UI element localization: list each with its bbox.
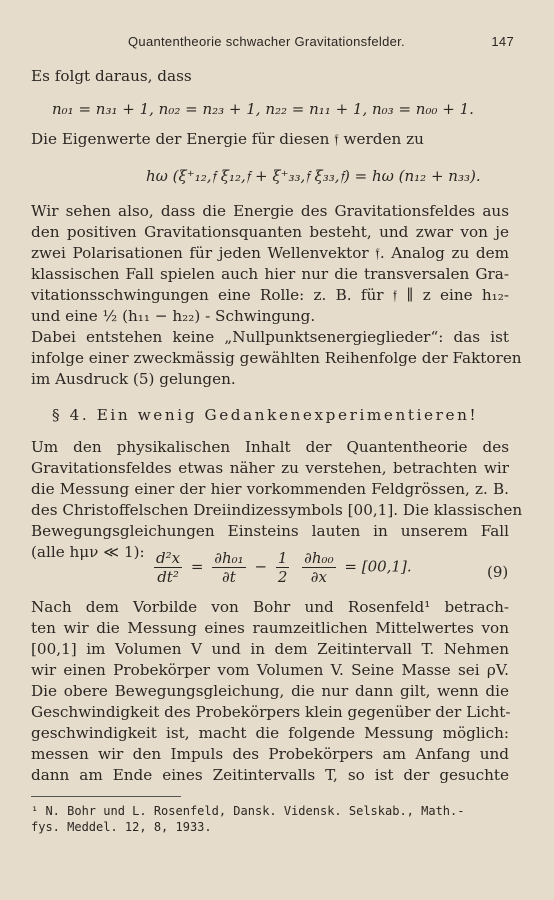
fraction: $\frac{\text{∂h₀₁}}{\partial t}$	[214, 549, 244, 586]
paragraph-line: Um den physikalischen Inhalt der Quantentheorie des	[31, 438, 509, 456]
paragraph-line: wir einen Probekörper vom Volumen V. Seine Masse sei ρV.	[31, 661, 509, 679]
footnote-line: ¹ N. Bohr und L. Rosenfeld, Dansk. Vidensk. Selskab., Math.-	[31, 804, 465, 818]
fraction: $\frac{\text{∂h₀₀}}{\partial x}$	[304, 549, 334, 586]
paragraph-line: Wir sehen also, dass die Energie des Gravitationsfeldes aus	[31, 202, 509, 220]
paragraph-line: Gravitationsfeldes etwas näher zu verstehen, betrachten wir	[31, 459, 509, 477]
paragraph-line: zwei Polarisationen für jeden Wellenvektor 𝔣. Analog zu dem	[31, 244, 509, 262]
paragraph-line: (alle hμν ≪ 1):	[31, 543, 145, 561]
equation-motion: $\frac{\text{d²x}}{\text{dt²}}$ = $\frac{\text{∂h₀₁}}{\partial t}$ − $\frac{1}{2}$ $\frac{\text{∂h₀₀}}{\partial x}$ = [00,1].	[156, 549, 412, 586]
paragraph-line: des Christoffelschen Dreiindizessymbols [00,1]. Die klassischen	[31, 501, 523, 519]
fraction: $\frac{\text{d²x}}{\text{dt²}}$	[156, 549, 181, 586]
paragraph-line: den positiven Gravitationsquanten besteht, und zwar von je	[31, 223, 509, 241]
footnote-line: fys. Meddel. 12, 8, 1933.	[31, 820, 212, 834]
paragraph-line: im Ausdruck (5) gelungen.	[31, 370, 236, 388]
paragraph-line: vitationsschwingungen eine Rolle: z. B. für 𝔣 ∥ z eine h₁₂-	[31, 286, 509, 304]
paragraph-line: Nach dem Vorbilde von Bohr und Rosenfeld¹ betrach-	[31, 598, 509, 616]
paragraph-line: Die obere Bewegungsgleichung, die nur dann gilt, wenn die	[31, 682, 509, 700]
equation-number: (9)	[487, 563, 509, 581]
footnote-rule	[31, 796, 181, 797]
paragraph-line: und eine ½ (h₁₁ − h₂₂) - Schwingung.	[31, 307, 316, 325]
fraction: $\frac{1}{2}$	[277, 549, 288, 586]
paragraph-line: Bewegungsgleichungen Einsteins lauten in unserem Fall	[31, 522, 509, 540]
paragraph-line: messen wir den Impuls des Probekörpers am Anfang und	[31, 745, 509, 763]
text-line: Die Eigenwerte der Energie für diesen 𝔣 werden zu	[31, 130, 424, 148]
text-line: Es folgt daraus, dass	[31, 67, 192, 85]
paragraph-line: klassischen Fall spielen auch hier nur die transversalen Gra-	[31, 265, 509, 283]
running-title: Quantentheorie schwacher Gravitationsfelder.	[128, 34, 405, 49]
paragraph-line: Dabei entstehen keine „Nullpunktsenergieglieder“: das ist	[31, 328, 509, 346]
equation-occupation-numbers: n₀₁ = n₃₁ + 1, n₀₂ = n₂₃ + 1, n₂₂ = n₁₁ + 1, n₀₃ = n₀₀ + 1.	[52, 100, 474, 118]
equation-energy-eigenvalues: hω (ξ⁺₁₂,𝔣 ξ₁₂,𝔣 + ξ⁺₃₃,𝔣 ξ₃₃,𝔣) = hω (n₁₂ + n₃₃).	[146, 167, 481, 185]
paragraph-line: die Messung einer der hier vorkommenden Feldgrössen, z. B.	[31, 480, 509, 498]
paragraph-line: infolge einer zweckmässig gewählten Reihenfolge der Faktoren	[31, 349, 522, 367]
paragraph-line: geschwindigkeit ist, macht die folgende Messung möglich:	[31, 724, 509, 742]
paragraph-line: dann am Ende eines Zeitintervalls T, so ist der gesuchte	[31, 766, 509, 784]
paragraph-line: ten wir die Messung eines raumzeitlichen Mittelwertes von	[31, 619, 509, 637]
section-heading: § 4. Ein wenig Gedankenexperimentieren!	[52, 406, 479, 424]
page-number: 147	[491, 34, 514, 49]
paragraph-line: Geschwindigkeit des Probekörpers klein gegenüber der Licht-	[31, 703, 511, 721]
paragraph-line: [00,1] im Volumen V und in dem Zeitintervall T. Nehmen	[31, 640, 509, 658]
